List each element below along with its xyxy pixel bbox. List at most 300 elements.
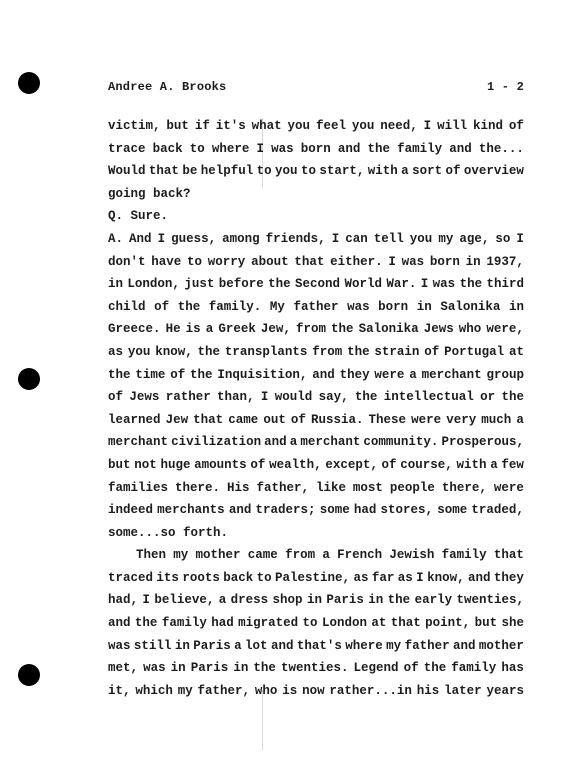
transcript-word: traced bbox=[108, 570, 154, 585]
transcript-word: Paris bbox=[190, 661, 229, 676]
transcript-line bbox=[108, 228, 524, 251]
transcript-word: French bbox=[337, 548, 383, 563]
transcript-word: before bbox=[218, 277, 264, 292]
transcript-word: guess, bbox=[171, 231, 217, 246]
transcript-word: 1937, bbox=[486, 254, 524, 269]
transcript-word: My bbox=[269, 299, 285, 314]
transcript-word: was bbox=[271, 141, 294, 156]
transcript-word: the bbox=[459, 277, 483, 292]
transcript-word: to bbox=[300, 164, 316, 179]
transcript-word: say, bbox=[318, 390, 349, 405]
transcript-word: of bbox=[508, 119, 524, 133]
transcript-word: my bbox=[177, 683, 193, 698]
transcript-word: that bbox=[390, 616, 421, 631]
transcript-word: rather...in bbox=[329, 683, 412, 698]
transcript-word: intellectual bbox=[383, 390, 474, 405]
transcript-word: people bbox=[389, 480, 435, 495]
transcript-word: course, bbox=[400, 457, 453, 472]
transcript-word: came bbox=[247, 548, 278, 563]
transcript-word: to bbox=[256, 570, 272, 585]
transcript-word: father, bbox=[256, 480, 309, 495]
transcript-word: I bbox=[416, 570, 424, 585]
transcript-word: at bbox=[508, 344, 524, 359]
transcript-word: War. bbox=[386, 277, 417, 292]
transcript-word: migrated bbox=[238, 616, 299, 631]
transcript-word: family. bbox=[208, 299, 262, 314]
transcript-word: it's bbox=[215, 119, 246, 133]
transcript-word: you bbox=[351, 119, 375, 133]
transcript-word: a bbox=[218, 593, 227, 608]
transcript-word: age, bbox=[459, 231, 490, 246]
transcript-word: Q. bbox=[108, 209, 124, 224]
transcript-word: than, bbox=[217, 390, 255, 405]
transcript-word: the bbox=[347, 344, 370, 359]
transcript-word: a bbox=[409, 367, 417, 382]
transcript-word: much bbox=[481, 412, 512, 427]
transcript-word: had, bbox=[108, 593, 139, 608]
transcript-word: a bbox=[289, 435, 298, 450]
transcript-word: some...so bbox=[108, 525, 176, 540]
transcript-word: indeed bbox=[108, 503, 154, 518]
transcript-word: the bbox=[423, 661, 447, 676]
binder-hole-middle bbox=[18, 368, 40, 390]
transcript-word: except, bbox=[325, 457, 378, 472]
transcript-word: with bbox=[367, 164, 398, 179]
transcript-word: of bbox=[424, 344, 440, 359]
transcript-word: He bbox=[165, 322, 181, 337]
transcript-word: which bbox=[135, 683, 173, 698]
transcript-word: know, bbox=[427, 570, 465, 585]
transcript-word: And bbox=[129, 231, 152, 246]
transcript-word: the bbox=[197, 344, 221, 359]
transcript-word: that bbox=[493, 548, 524, 563]
transcript-line bbox=[108, 296, 524, 319]
transcript-word: was bbox=[347, 299, 370, 314]
transcript-word: at bbox=[371, 616, 387, 631]
transcript-word: my bbox=[173, 548, 189, 563]
transcript-word: they bbox=[339, 367, 370, 382]
transcript-line bbox=[108, 183, 524, 206]
transcript-word: Paris bbox=[326, 593, 364, 608]
transcript-line bbox=[108, 612, 524, 635]
transcript-word: in bbox=[174, 638, 190, 653]
transcript-word: like bbox=[315, 480, 346, 495]
transcript-word: as bbox=[397, 570, 413, 585]
transcript-word: mother bbox=[195, 548, 241, 563]
transcript-word: shop bbox=[272, 593, 303, 608]
transcript-word: was bbox=[401, 254, 425, 269]
transcript-word: still bbox=[133, 638, 172, 653]
transcript-word: World bbox=[344, 277, 382, 292]
transcript-line bbox=[108, 680, 524, 703]
transcript-word: going bbox=[108, 186, 146, 201]
transcript-word: his bbox=[416, 683, 440, 698]
transcript-word: in bbox=[416, 299, 432, 314]
transcript-line bbox=[108, 567, 524, 590]
transcript-word: that's bbox=[296, 638, 342, 653]
transcript-word: has bbox=[501, 661, 524, 676]
transcript-word: of bbox=[445, 164, 461, 179]
transcript-word: and bbox=[228, 503, 252, 518]
transcript-word: the bbox=[108, 367, 131, 382]
transcript-word: you bbox=[287, 119, 311, 133]
transcript-word: but bbox=[108, 457, 131, 472]
transcript-word: were bbox=[374, 367, 405, 382]
transcript-word: the bbox=[268, 277, 291, 292]
transcript-word: from bbox=[285, 548, 316, 563]
transcript-line bbox=[108, 364, 524, 387]
transcript-word: out bbox=[263, 412, 286, 427]
transcript-word: Jew bbox=[165, 412, 189, 427]
transcript-word: twenties. bbox=[280, 661, 349, 676]
transcript-word: that bbox=[294, 254, 325, 269]
transcript-word: and bbox=[452, 638, 476, 653]
transcript-word: Would bbox=[108, 164, 146, 179]
transcript-word: London bbox=[321, 616, 367, 631]
transcript-word: I bbox=[423, 119, 432, 133]
transcript-word: victim, bbox=[108, 119, 161, 133]
transcript-word: stores, bbox=[380, 503, 434, 518]
transcript-word: not bbox=[134, 457, 157, 472]
transcript-word: transplants bbox=[224, 344, 308, 359]
transcript-word: of bbox=[381, 457, 397, 472]
transcript-word: born bbox=[378, 299, 409, 314]
transcript-word: just bbox=[184, 277, 215, 292]
transcript-word: in bbox=[465, 254, 481, 269]
transcript-line bbox=[108, 454, 524, 477]
transcript-word: Portugal bbox=[444, 344, 505, 359]
transcript-word: Greece. bbox=[108, 322, 161, 337]
transcript-word: met, bbox=[108, 661, 139, 676]
transcript-word: few bbox=[501, 457, 524, 472]
transcript-word: Jew, bbox=[260, 322, 291, 337]
transcript-word: far bbox=[371, 570, 395, 585]
transcript-word: have bbox=[151, 254, 182, 269]
transcript-word: where bbox=[345, 638, 383, 653]
transcript-word: the bbox=[134, 616, 158, 631]
transcript-line bbox=[108, 635, 524, 658]
transcript-word: a bbox=[205, 322, 214, 337]
transcript-word: the bbox=[367, 141, 391, 156]
transcript-word: forth. bbox=[183, 525, 229, 540]
transcript-line bbox=[108, 499, 524, 522]
transcript-word: but bbox=[166, 119, 189, 133]
transcript-word: a bbox=[516, 412, 524, 427]
transcript-word: don't bbox=[108, 254, 146, 269]
transcript-word: huge bbox=[160, 457, 191, 472]
transcript-word: and bbox=[264, 435, 287, 450]
transcript-word: believe, bbox=[154, 593, 215, 608]
transcript-word: some bbox=[319, 503, 350, 518]
transcript-word: there. bbox=[174, 480, 220, 495]
transcript-word: what bbox=[251, 119, 282, 133]
transcript-word: father, bbox=[197, 683, 251, 698]
transcript-word: Second bbox=[295, 277, 341, 292]
transcript-word: know, bbox=[155, 344, 193, 359]
transcript-word: that bbox=[148, 164, 179, 179]
transcript-word: community. bbox=[363, 435, 439, 450]
transcript-line bbox=[108, 318, 524, 341]
transcript-word: to bbox=[189, 141, 205, 156]
transcript-word: I bbox=[331, 231, 340, 246]
transcript-word: I bbox=[256, 141, 265, 156]
transcript-word: kind bbox=[472, 119, 503, 133]
transcript-word: very bbox=[446, 412, 477, 427]
transcript-word: was bbox=[143, 661, 166, 676]
transcript-word: most bbox=[352, 480, 383, 495]
transcript-word: it, bbox=[108, 683, 131, 698]
transcript-word: among bbox=[222, 231, 260, 246]
transcript-word: Russia. bbox=[310, 412, 364, 427]
transcript-word: the bbox=[177, 299, 201, 314]
transcript-word: can bbox=[345, 231, 368, 246]
transcript-word: point, bbox=[425, 616, 471, 631]
transcript-line bbox=[108, 589, 524, 612]
transcript-word: where bbox=[211, 141, 250, 156]
transcript-word: was bbox=[432, 277, 456, 292]
transcript-word: tell bbox=[373, 231, 404, 246]
transcript-line bbox=[108, 251, 524, 274]
transcript-line bbox=[108, 544, 524, 567]
transcript-word: Greek bbox=[218, 322, 256, 337]
transcript-word: I bbox=[142, 593, 150, 608]
transcript-word: sort bbox=[412, 164, 443, 179]
transcript-word: Salonika bbox=[440, 299, 501, 314]
transcript-word: of bbox=[108, 390, 124, 405]
transcript-word: later bbox=[444, 683, 482, 698]
transcript-word: family bbox=[161, 616, 207, 631]
transcript-word: a bbox=[322, 548, 330, 563]
transcript-word: born bbox=[300, 141, 331, 156]
transcript-word: the bbox=[190, 367, 213, 382]
transcript-word: Legend bbox=[353, 661, 399, 676]
transcript-word: traders; bbox=[255, 503, 316, 518]
transcript-word: you bbox=[409, 231, 433, 246]
transcript-word: merchant bbox=[108, 435, 169, 450]
transcript-line bbox=[108, 138, 524, 161]
transcript-word: need, bbox=[380, 119, 418, 133]
transcript-word: the bbox=[253, 661, 276, 676]
transcript-word: but bbox=[474, 616, 498, 631]
transcript-word: came bbox=[228, 412, 259, 427]
transcript-word: family bbox=[397, 141, 443, 156]
transcript-word: overview bbox=[463, 164, 524, 179]
transcript-word: Sure. bbox=[130, 209, 169, 224]
transcript-word: the bbox=[387, 593, 411, 608]
transcript-word: in bbox=[508, 299, 524, 314]
transcript-word: now bbox=[302, 683, 325, 698]
binder-hole-top bbox=[18, 72, 40, 94]
transcript-word: of bbox=[154, 299, 170, 314]
transcript-word: from bbox=[312, 344, 343, 359]
transcript-word: civilization bbox=[171, 435, 262, 450]
transcript-word: and bbox=[270, 638, 294, 653]
transcript-word: the bbox=[354, 390, 378, 405]
transcript-word: with bbox=[456, 457, 487, 472]
transcript-word: either. bbox=[330, 254, 383, 269]
transcript-word: helpful bbox=[200, 164, 254, 179]
transcript-body bbox=[108, 115, 524, 702]
transcript-word: roots bbox=[182, 570, 220, 585]
transcript-word: in bbox=[233, 661, 249, 676]
transcript-word: of bbox=[250, 457, 266, 472]
header-author: Andree A. Brooks bbox=[108, 80, 227, 94]
transcript-line bbox=[108, 657, 524, 680]
transcript-word: and bbox=[337, 141, 361, 156]
transcript-word: were, bbox=[486, 322, 524, 337]
transcript-line bbox=[108, 409, 524, 432]
transcript-word: there, bbox=[441, 480, 487, 495]
transcript-word: feel bbox=[315, 119, 346, 133]
transcript-word: she bbox=[501, 616, 524, 631]
transcript-word: you bbox=[275, 164, 298, 179]
transcript-word: born bbox=[429, 254, 460, 269]
transcript-word: was bbox=[108, 638, 131, 653]
transcript-word: lot bbox=[245, 638, 268, 653]
transcript-word: and bbox=[108, 616, 131, 631]
transcript-line bbox=[108, 386, 524, 409]
transcript-word: to bbox=[256, 164, 272, 179]
transcript-word: in bbox=[108, 277, 124, 292]
transcript-word: mother bbox=[478, 638, 524, 653]
transcript-word: father bbox=[404, 638, 450, 653]
transcript-line bbox=[108, 205, 524, 228]
transcript-word: traded, bbox=[471, 503, 524, 518]
transcript-word: in bbox=[306, 593, 322, 608]
transcript-word: family bbox=[441, 548, 487, 563]
transcript-word: and bbox=[467, 570, 491, 585]
transcript-word: the bbox=[501, 390, 524, 405]
transcript-word: I bbox=[260, 390, 269, 405]
transcript-word: Jews bbox=[129, 390, 160, 405]
transcript-word: some bbox=[437, 503, 468, 518]
transcript-word: Palestine, bbox=[275, 570, 351, 585]
transcript-word: its bbox=[156, 570, 179, 585]
transcript-line bbox=[108, 115, 524, 138]
transcript-word: back? bbox=[153, 186, 191, 201]
transcript-word: you bbox=[127, 344, 151, 359]
transcript-word: I bbox=[157, 231, 166, 246]
transcript-word: were bbox=[411, 412, 442, 427]
transcript-word: would bbox=[274, 390, 313, 405]
transcript-word: from bbox=[295, 322, 326, 337]
transcript-word: A. bbox=[108, 231, 124, 246]
transcript-word: who bbox=[458, 322, 482, 337]
transcript-word: in bbox=[368, 593, 384, 608]
transcript-word: merchants bbox=[157, 503, 225, 518]
transcript-word: a bbox=[234, 638, 242, 653]
transcript-word: His bbox=[226, 480, 250, 495]
transcript-word: child bbox=[108, 299, 146, 314]
transcript-word: is bbox=[282, 683, 298, 698]
transcript-word: I bbox=[420, 277, 429, 292]
header-page-number: 1 - 2 bbox=[486, 80, 524, 94]
transcript-word: time bbox=[135, 367, 166, 382]
transcript-word: strain bbox=[374, 344, 420, 359]
transcript-word: of bbox=[170, 367, 186, 382]
transcript-line bbox=[108, 522, 524, 545]
transcript-word: be bbox=[182, 164, 198, 179]
transcript-word: start, bbox=[319, 164, 365, 179]
transcript-word: Inquisition, bbox=[217, 367, 308, 382]
transcript-word: in bbox=[170, 661, 186, 676]
transcript-word: London, bbox=[127, 277, 180, 292]
transcript-word: rather bbox=[165, 390, 211, 405]
transcript-word: trace bbox=[108, 141, 146, 156]
transcript-word: the... bbox=[478, 141, 524, 156]
transcript-word: that bbox=[193, 412, 224, 427]
transcript-word: will bbox=[437, 119, 468, 133]
transcript-line bbox=[108, 273, 524, 296]
transcript-word: as bbox=[108, 344, 124, 359]
transcript-word: Jews bbox=[423, 322, 454, 337]
transcript-word: third bbox=[486, 277, 524, 292]
transcript-word: so bbox=[495, 231, 511, 246]
transcript-word: or bbox=[480, 390, 496, 405]
transcript-word: Salonika bbox=[358, 322, 419, 337]
transcript-word: worry bbox=[207, 254, 246, 269]
transcript-word: dress bbox=[230, 593, 269, 608]
transcript-word: merchant bbox=[300, 435, 361, 450]
transcript-word: twenties, bbox=[456, 593, 524, 608]
transcript-word: These bbox=[368, 412, 407, 427]
transcript-word: had bbox=[211, 616, 234, 631]
transcript-word: is bbox=[185, 322, 201, 337]
transcript-word: of bbox=[403, 661, 419, 676]
transcript-word: a bbox=[401, 164, 409, 179]
transcript-word: family bbox=[451, 661, 497, 676]
transcript-word: a bbox=[490, 457, 498, 472]
transcript-word: about bbox=[251, 254, 289, 269]
transcript-word: and bbox=[312, 367, 335, 382]
transcript-word: group bbox=[486, 367, 524, 382]
transcript-word: to bbox=[187, 254, 203, 269]
transcript-word: I bbox=[388, 254, 396, 269]
transcript-word: I bbox=[516, 231, 524, 246]
transcript-word: and bbox=[449, 141, 472, 156]
transcript-word: back bbox=[152, 141, 183, 156]
transcript-word: early bbox=[414, 593, 453, 608]
binder-hole-bottom bbox=[18, 664, 40, 686]
transcript-line bbox=[108, 431, 524, 454]
transcript-word: to bbox=[302, 616, 318, 631]
transcript-word: back bbox=[223, 570, 254, 585]
transcript-word: had bbox=[353, 503, 377, 518]
transcript-line bbox=[108, 160, 524, 183]
transcript-word: father bbox=[293, 299, 339, 314]
transcript-word: merchant bbox=[421, 367, 482, 382]
transcript-line bbox=[108, 341, 524, 364]
transcript-word: who bbox=[254, 683, 278, 698]
transcript-word: the bbox=[331, 322, 354, 337]
transcript-word: my bbox=[386, 638, 402, 653]
transcript-word: learned bbox=[108, 412, 161, 427]
transcript-word: as bbox=[353, 570, 369, 585]
transcript-word: years bbox=[486, 683, 524, 698]
transcript-word: families bbox=[108, 480, 169, 495]
transcript-word: were bbox=[493, 480, 524, 495]
transcript-word: Prosperous, bbox=[441, 435, 524, 450]
transcript-word: my bbox=[438, 231, 454, 246]
transcript-line bbox=[108, 477, 524, 500]
transcript-word: Jewish bbox=[389, 548, 435, 563]
transcript-word: wealth, bbox=[269, 457, 322, 472]
transcript-word: they bbox=[493, 570, 524, 585]
transcript-word: Then bbox=[136, 548, 167, 563]
transcript-word: friends, bbox=[265, 231, 326, 246]
transcript-word: of bbox=[290, 412, 306, 427]
transcript-word: if bbox=[194, 119, 210, 133]
